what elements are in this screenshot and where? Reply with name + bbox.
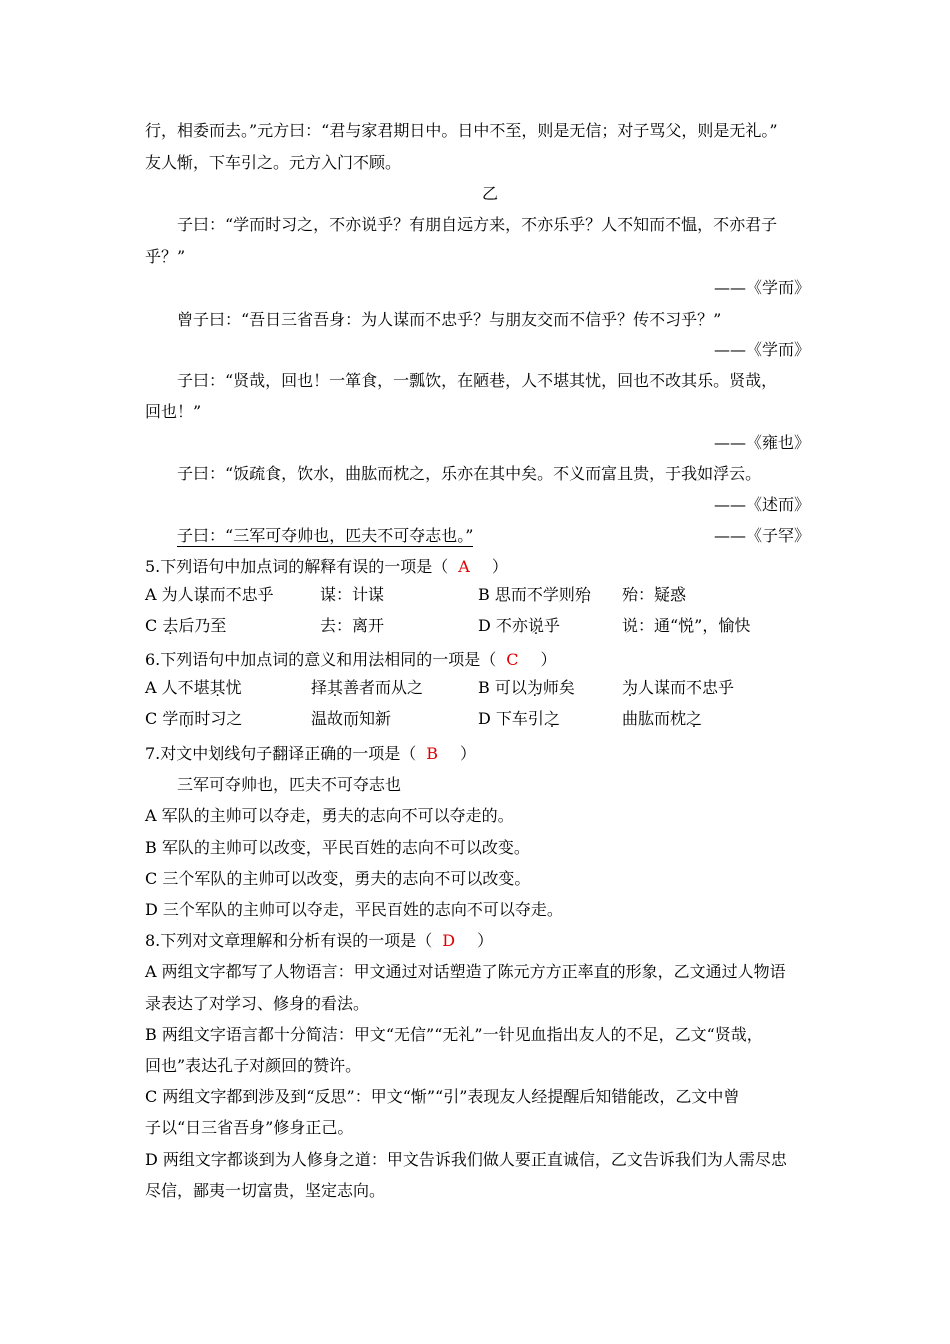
dotted-word: 说 bbox=[527, 616, 544, 635]
option-letter: B bbox=[478, 678, 495, 697]
quote-5-source: ——《子罕》 bbox=[713, 526, 810, 545]
quote-3-source: ——《雍也》 bbox=[713, 433, 810, 452]
q8-option-a-line-2: 录表达了对学习、修身的看法。 bbox=[145, 994, 370, 1013]
dotted-word: 而 bbox=[343, 709, 360, 728]
dotted-word: 为 bbox=[622, 678, 639, 697]
q5-option-a-gloss: 谋：计谋 bbox=[320, 585, 385, 604]
quote-2-source: ——《学而》 bbox=[713, 340, 810, 359]
dotted-word: 谋 bbox=[193, 585, 210, 604]
q6-stem-close: ） bbox=[540, 650, 557, 669]
option-text: 后乃至 bbox=[178, 616, 227, 635]
passage-yi-heading: 乙 bbox=[481, 184, 498, 203]
option-text: 曲肱而枕 bbox=[622, 709, 687, 728]
q5-option-d bbox=[478, 616, 560, 636]
q6-answer: C bbox=[506, 650, 519, 669]
passage-jia-line-2: 友人惭，下车引之。元方入门不顾。 bbox=[145, 153, 402, 172]
q7-stem-close: ） bbox=[460, 744, 477, 763]
q8-option-b-line-1: B 两组文字语言都十分简洁：甲文“无信”“无礼”一针见血指出友人的不足，乙文“贤哉， bbox=[145, 1025, 763, 1044]
q7-option-a: A 军队的主帅可以夺走，勇夫的志向不可以夺走的。 bbox=[145, 806, 514, 825]
option-text: 人谋而不忠乎 bbox=[638, 678, 735, 697]
q6-option-b-1 bbox=[478, 678, 575, 698]
option-letter: A bbox=[145, 678, 162, 697]
q6-stem bbox=[145, 650, 810, 670]
q5-stem-text: 5.下列语句中加点词的解释有误的一项是（ bbox=[145, 557, 449, 576]
q7-stem-text: 7.对文中划线句子翻译正确的一项是（ bbox=[145, 744, 417, 763]
passage-jia-line-1: 行，相委而去。”元方曰：“君与家君期日中。日中不至，则是无信；对子骂父，则是无礼。” bbox=[145, 121, 778, 140]
option-letter: B bbox=[478, 585, 495, 604]
option-letter: C bbox=[145, 616, 163, 635]
quote-5-line bbox=[177, 526, 637, 546]
option-text: 可以 bbox=[494, 678, 527, 697]
option-letter: D bbox=[478, 709, 496, 728]
q6-option-a-1 bbox=[145, 678, 242, 698]
quote-1-line-2: 乎？” bbox=[145, 247, 186, 266]
option-text: 知新 bbox=[359, 709, 392, 728]
quote-2-line-1: 曾子曰：“吾日三省吾身：为人谋而不忠乎？与朋友交而不信乎？传不习乎？” bbox=[177, 310, 722, 329]
q6-option-c-1 bbox=[145, 709, 242, 729]
quote-1-source: ——《学而》 bbox=[713, 278, 810, 297]
quote-3-line-1: 子曰：“贤哉，回也！一箪食，一瓢饮，在陋巷，人不堪其忧，回也不改其乐。贤哉， bbox=[177, 371, 778, 390]
q8-answer: D bbox=[442, 931, 456, 950]
q5-option-a bbox=[145, 585, 274, 605]
quote-4-source: ——《述而》 bbox=[713, 495, 810, 514]
q5-stem-close: ） bbox=[491, 557, 508, 576]
q5-option-b bbox=[478, 585, 591, 605]
dotted-word: 为 bbox=[526, 678, 543, 697]
dotted-word: 其 bbox=[209, 678, 226, 697]
q8-stem-text: 8.下列对文章理解和分析有误的一项是（ bbox=[145, 931, 433, 950]
dotted-word: 而 bbox=[178, 709, 195, 728]
option-text: 择 bbox=[311, 678, 328, 697]
q5-option-d-gloss: 说：通“悦”，愉快 bbox=[622, 616, 751, 635]
quote-3-line-2: 回也！” bbox=[145, 402, 202, 421]
q6-option-b-2 bbox=[622, 678, 734, 698]
q8-option-a-line-1: A 两组文字都写了人物语言：甲文通过对话塑造了陈元方方正率直的形象，乙文通过人物语 bbox=[145, 962, 786, 981]
q7-option-c: C 三个军队的主帅可以改变，勇夫的志向不可以改变。 bbox=[145, 869, 531, 888]
option-letter: A bbox=[145, 585, 162, 604]
q8-option-c-line-1: C 两组文字都到涉及到“反思”：甲文“惭”“引”表现友人经提醒后知错能改，乙文中曾 bbox=[145, 1087, 740, 1106]
q7-option-d: D 三个军队的主帅可以夺走，平民百姓的志向不可以夺走。 bbox=[145, 900, 563, 919]
option-text: 思而不学则 bbox=[494, 585, 575, 604]
q5-answer: A bbox=[458, 557, 470, 576]
option-text: 学 bbox=[162, 709, 179, 728]
q5-option-c bbox=[145, 616, 226, 636]
dotted-word: 之 bbox=[543, 709, 560, 728]
quote-1-line-1: 子曰：“学而时习之，不亦说乎？有朋自远方来，不亦乐乎？人不知而不愠，不亦君子 bbox=[177, 215, 778, 234]
q7-stem bbox=[145, 744, 810, 764]
q8-option-d-line-1: D 两组文字都谈到为人修身之道：甲文告诉我们做人要正直诚信，乙文告诉我们为人需尽忠 bbox=[145, 1150, 787, 1169]
q6-option-d-2 bbox=[622, 709, 702, 729]
q8-option-b-line-2: 回也”表达孔子对颜回的赞许。 bbox=[145, 1056, 362, 1075]
option-text: 善者而从之 bbox=[343, 678, 424, 697]
quote-5-prefix: 子曰： bbox=[177, 526, 226, 545]
q7-option-b: B 军队的主帅可以改变，平民百姓的志向不可以改变。 bbox=[145, 838, 530, 857]
option-text: 忧 bbox=[225, 678, 242, 697]
option-text: 不亦 bbox=[495, 616, 528, 635]
q8-option-c-line-2: 子以“日三省吾身”修身正己。 bbox=[145, 1118, 354, 1137]
option-text: 下车引 bbox=[495, 709, 544, 728]
q8-stem-close: ） bbox=[477, 931, 494, 950]
option-text: 人不堪 bbox=[161, 678, 210, 697]
option-text: 温故 bbox=[311, 709, 344, 728]
q5-option-b-gloss: 殆：疑惑 bbox=[622, 585, 687, 604]
q6-option-c-2 bbox=[311, 709, 391, 729]
q6-stem-text: 6.下列语句中加点词的意义和用法相同的一项是（ bbox=[145, 650, 497, 669]
q8-option-d-line-2: 尽信，鄙夷一切富贵，坚定志向。 bbox=[145, 1181, 386, 1200]
quote-4-line-1: 子曰：“饭疏食，饮水，曲肱而枕之，乐亦在其中矣。不义而富且贵，于我如浮云。 bbox=[177, 464, 762, 483]
option-letter: C bbox=[145, 709, 163, 728]
dotted-word: 殆 bbox=[574, 585, 591, 604]
option-text: 而不忠乎 bbox=[209, 585, 274, 604]
option-text: 时习之 bbox=[194, 709, 243, 728]
q6-option-d-1 bbox=[478, 709, 560, 729]
q8-stem bbox=[145, 931, 810, 951]
q7-sentence: 三军可夺帅也，匹夫不可夺志也 bbox=[177, 775, 402, 794]
option-letter: D bbox=[478, 616, 496, 635]
option-text: 乎 bbox=[543, 616, 560, 635]
option-text: 师矣 bbox=[542, 678, 575, 697]
q7-answer: B bbox=[426, 744, 439, 763]
q5-option-c-gloss: 去：离开 bbox=[320, 616, 385, 635]
underlined-sentence: “三军可夺帅也，匹夫不可夺志也。” bbox=[225, 526, 474, 545]
dotted-word: 其 bbox=[327, 678, 344, 697]
dotted-word: 去 bbox=[162, 616, 179, 635]
option-text: 为人 bbox=[161, 585, 194, 604]
q6-option-a-2 bbox=[311, 678, 423, 698]
dotted-word: 之 bbox=[686, 709, 703, 728]
q5-stem bbox=[145, 557, 810, 577]
